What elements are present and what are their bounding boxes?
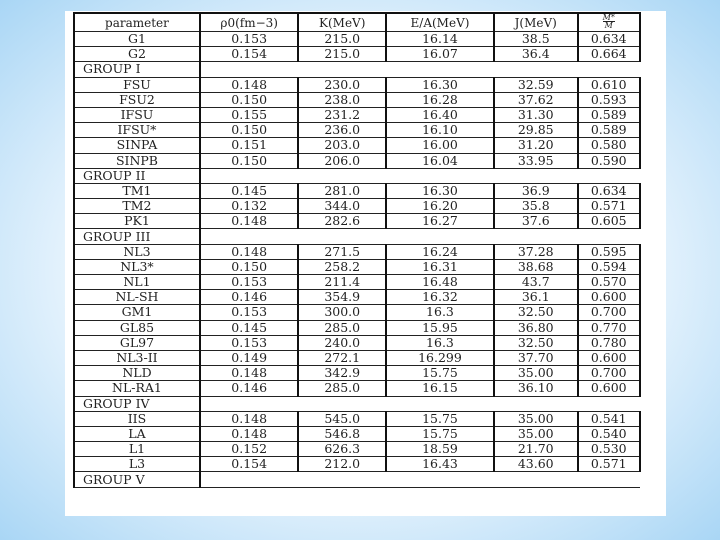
parameter-table bbox=[73, 12, 641, 488]
group-row bbox=[74, 62, 640, 77]
cell-parameter: GL97 bbox=[74, 335, 200, 350]
cell-parameter: LA bbox=[74, 426, 200, 441]
table-row bbox=[74, 335, 640, 350]
cell-mass-ratio: 0.610 bbox=[578, 77, 641, 92]
cell-mass-ratio: 0.540 bbox=[578, 426, 641, 441]
cell-j: 35.00 bbox=[494, 411, 578, 426]
cell-density: 0.154 bbox=[200, 47, 299, 62]
cell-mass-ratio: 0.589 bbox=[578, 107, 641, 122]
cell-ea: 16.00 bbox=[386, 138, 494, 153]
cell-parameter: FSU bbox=[74, 77, 200, 92]
cell-ea: 15.75 bbox=[386, 411, 494, 426]
cell-j: 36.80 bbox=[494, 320, 578, 335]
cell-parameter: TM1 bbox=[74, 183, 200, 198]
cell-density: 0.148 bbox=[200, 214, 299, 229]
cell-ea: 16.3 bbox=[386, 335, 494, 350]
table-row bbox=[74, 411, 640, 426]
cell-density: 0.151 bbox=[200, 138, 299, 153]
cell-k: 342.9 bbox=[298, 366, 386, 381]
cell-ea: 16.15 bbox=[386, 381, 494, 396]
table-row bbox=[74, 350, 640, 365]
cell-k: 300.0 bbox=[298, 305, 386, 320]
cell-mass-ratio: 0.600 bbox=[578, 290, 641, 305]
table-row bbox=[74, 244, 640, 259]
cell-k: 285.0 bbox=[298, 320, 386, 335]
cell-j: 35.8 bbox=[494, 199, 578, 214]
table-row bbox=[74, 199, 640, 214]
cell-parameter: TM2 bbox=[74, 199, 200, 214]
cell-k: 271.5 bbox=[298, 244, 386, 259]
cell-density: 0.148 bbox=[200, 426, 299, 441]
cell-density: 0.145 bbox=[200, 320, 299, 335]
cell-j: 32.50 bbox=[494, 335, 578, 350]
cell-ea: 16.04 bbox=[386, 153, 494, 168]
cell-ea: 16.43 bbox=[386, 457, 494, 472]
cell-j: 36.9 bbox=[494, 183, 578, 198]
table-image bbox=[65, 11, 666, 516]
mass-ratio-numerator: M* bbox=[602, 13, 615, 22]
cell-k: 272.1 bbox=[298, 350, 386, 365]
cell-ea: 16.20 bbox=[386, 199, 494, 214]
cell-j: 38.68 bbox=[494, 259, 578, 274]
cell-ea: 16.31 bbox=[386, 259, 494, 274]
cell-k: 546.8 bbox=[298, 426, 386, 441]
group-row bbox=[74, 472, 640, 487]
cell-density: 0.146 bbox=[200, 381, 299, 396]
cell-j: 36.4 bbox=[494, 47, 578, 62]
cell-density: 0.152 bbox=[200, 442, 299, 457]
table-header bbox=[74, 13, 640, 32]
cell-mass-ratio: 0.571 bbox=[578, 199, 641, 214]
cell-ea: 16.28 bbox=[386, 92, 494, 107]
cell-parameter: GL85 bbox=[74, 320, 200, 335]
cell-density: 0.153 bbox=[200, 32, 299, 47]
table-row bbox=[74, 381, 640, 396]
cell-k: 230.0 bbox=[298, 77, 386, 92]
cell-ea: 16.30 bbox=[386, 183, 494, 198]
cell-mass-ratio: 0.570 bbox=[578, 275, 641, 290]
cell-ea: 16.32 bbox=[386, 290, 494, 305]
cell-ea: 16.299 bbox=[386, 350, 494, 365]
group-row bbox=[74, 229, 640, 244]
cell-k: 626.3 bbox=[298, 442, 386, 457]
cell-ea: 15.75 bbox=[386, 366, 494, 381]
group-label: GROUP II bbox=[74, 168, 200, 183]
cell-j: 33.95 bbox=[494, 153, 578, 168]
cell-mass-ratio: 0.605 bbox=[578, 214, 641, 229]
cell-k: 231.2 bbox=[298, 107, 386, 122]
cell-density: 0.153 bbox=[200, 275, 299, 290]
cell-density: 0.148 bbox=[200, 244, 299, 259]
cell-mass-ratio: 0.580 bbox=[578, 138, 641, 153]
cell-density: 0.153 bbox=[200, 305, 299, 320]
cell-k: 344.0 bbox=[298, 199, 386, 214]
cell-j: 35.00 bbox=[494, 366, 578, 381]
header-j: J(MeV) bbox=[494, 13, 578, 32]
cell-parameter: NL1 bbox=[74, 275, 200, 290]
cell-ea: 15.75 bbox=[386, 426, 494, 441]
group-blank bbox=[200, 168, 640, 183]
cell-mass-ratio: 0.595 bbox=[578, 244, 641, 259]
cell-mass-ratio: 0.590 bbox=[578, 153, 641, 168]
cell-k: 211.4 bbox=[298, 275, 386, 290]
cell-density: 0.146 bbox=[200, 290, 299, 305]
header-parameter: parameter bbox=[74, 13, 200, 32]
cell-k: 238.0 bbox=[298, 92, 386, 107]
cell-j: 37.28 bbox=[494, 244, 578, 259]
cell-parameter: PK1 bbox=[74, 214, 200, 229]
cell-ea: 16.14 bbox=[386, 32, 494, 47]
cell-parameter: IIS bbox=[74, 411, 200, 426]
cell-mass-ratio: 0.593 bbox=[578, 92, 641, 107]
cell-density: 0.150 bbox=[200, 92, 299, 107]
cell-parameter: NLD bbox=[74, 366, 200, 381]
table-row bbox=[74, 32, 640, 47]
cell-mass-ratio: 0.700 bbox=[578, 305, 641, 320]
cell-parameter: SINPB bbox=[74, 153, 200, 168]
cell-k: 545.0 bbox=[298, 411, 386, 426]
cell-ea: 18.59 bbox=[386, 442, 494, 457]
group-label: GROUP III bbox=[74, 229, 200, 244]
header-mass-ratio bbox=[578, 13, 641, 32]
cell-mass-ratio: 0.600 bbox=[578, 381, 641, 396]
cell-ea: 16.40 bbox=[386, 107, 494, 122]
group-label: GROUP V bbox=[74, 472, 200, 487]
cell-ea: 16.27 bbox=[386, 214, 494, 229]
table-row bbox=[74, 259, 640, 274]
cell-ea: 16.10 bbox=[386, 123, 494, 138]
cell-density: 0.150 bbox=[200, 259, 299, 274]
group-blank bbox=[200, 396, 640, 411]
cell-density: 0.148 bbox=[200, 411, 299, 426]
group-blank bbox=[200, 229, 640, 244]
mass-ratio-denominator: M bbox=[604, 21, 613, 30]
cell-parameter: NL3-II bbox=[74, 350, 200, 365]
table-row bbox=[74, 457, 640, 472]
cell-k: 281.0 bbox=[298, 183, 386, 198]
table-row bbox=[74, 320, 640, 335]
cell-density: 0.155 bbox=[200, 107, 299, 122]
group-label: GROUP I bbox=[74, 62, 200, 77]
table-row bbox=[74, 290, 640, 305]
cell-density: 0.153 bbox=[200, 335, 299, 350]
table-row bbox=[74, 47, 640, 62]
cell-parameter: SINPA bbox=[74, 138, 200, 153]
cell-j: 32.50 bbox=[494, 305, 578, 320]
cell-mass-ratio: 0.541 bbox=[578, 411, 641, 426]
cell-mass-ratio: 0.634 bbox=[578, 183, 641, 198]
group-row bbox=[74, 396, 640, 411]
cell-j: 36.1 bbox=[494, 290, 578, 305]
cell-density: 0.132 bbox=[200, 199, 299, 214]
cell-density: 0.148 bbox=[200, 77, 299, 92]
cell-ea: 16.07 bbox=[386, 47, 494, 62]
table-row bbox=[74, 153, 640, 168]
group-blank bbox=[200, 62, 640, 77]
cell-k: 258.2 bbox=[298, 259, 386, 274]
table-row bbox=[74, 183, 640, 198]
cell-j: 37.6 bbox=[494, 214, 578, 229]
cell-ea: 16.48 bbox=[386, 275, 494, 290]
cell-j: 36.10 bbox=[494, 381, 578, 396]
group-blank bbox=[200, 472, 640, 487]
table-row bbox=[74, 138, 640, 153]
cell-mass-ratio: 0.594 bbox=[578, 259, 641, 274]
cell-ea: 16.24 bbox=[386, 244, 494, 259]
cell-density: 0.145 bbox=[200, 183, 299, 198]
cell-parameter: IFSU* bbox=[74, 123, 200, 138]
group-label: GROUP IV bbox=[74, 396, 200, 411]
cell-j: 38.5 bbox=[494, 32, 578, 47]
cell-parameter: G1 bbox=[74, 32, 200, 47]
cell-mass-ratio: 0.589 bbox=[578, 123, 641, 138]
cell-j: 31.30 bbox=[494, 107, 578, 122]
cell-k: 282.6 bbox=[298, 214, 386, 229]
group-row bbox=[74, 168, 640, 183]
cell-j: 32.59 bbox=[494, 77, 578, 92]
cell-j: 43.60 bbox=[494, 457, 578, 472]
cell-mass-ratio: 0.571 bbox=[578, 457, 641, 472]
cell-k: 240.0 bbox=[298, 335, 386, 350]
cell-parameter: GM1 bbox=[74, 305, 200, 320]
header-density: ρ0(fm−3) bbox=[200, 13, 299, 32]
table-row bbox=[74, 305, 640, 320]
table-row bbox=[74, 107, 640, 122]
cell-density: 0.154 bbox=[200, 457, 299, 472]
cell-parameter: L1 bbox=[74, 442, 200, 457]
cell-density: 0.148 bbox=[200, 366, 299, 381]
cell-k: 203.0 bbox=[298, 138, 386, 153]
cell-mass-ratio: 0.634 bbox=[578, 32, 641, 47]
cell-j: 35.00 bbox=[494, 426, 578, 441]
cell-k: 215.0 bbox=[298, 32, 386, 47]
cell-j: 29.85 bbox=[494, 123, 578, 138]
cell-j: 37.70 bbox=[494, 350, 578, 365]
table-row bbox=[74, 123, 640, 138]
cell-parameter: NL-SH bbox=[74, 290, 200, 305]
cell-parameter: FSU2 bbox=[74, 92, 200, 107]
table-row bbox=[74, 442, 640, 457]
cell-parameter: NL3* bbox=[74, 259, 200, 274]
cell-j: 43.7 bbox=[494, 275, 578, 290]
cell-k: 354.9 bbox=[298, 290, 386, 305]
cell-parameter: IFSU bbox=[74, 107, 200, 122]
cell-parameter: NL-RA1 bbox=[74, 381, 200, 396]
cell-k: 285.0 bbox=[298, 381, 386, 396]
table-row bbox=[74, 214, 640, 229]
cell-k: 212.0 bbox=[298, 457, 386, 472]
cell-parameter: L3 bbox=[74, 457, 200, 472]
cell-k: 215.0 bbox=[298, 47, 386, 62]
cell-density: 0.150 bbox=[200, 153, 299, 168]
table-row bbox=[74, 77, 640, 92]
cell-ea: 16.30 bbox=[386, 77, 494, 92]
cell-mass-ratio: 0.780 bbox=[578, 335, 641, 350]
cell-j: 37.62 bbox=[494, 92, 578, 107]
header-k: K(MeV) bbox=[298, 13, 386, 32]
cell-density: 0.149 bbox=[200, 350, 299, 365]
cell-parameter: G2 bbox=[74, 47, 200, 62]
cell-ea: 16.3 bbox=[386, 305, 494, 320]
cell-k: 236.0 bbox=[298, 123, 386, 138]
cell-mass-ratio: 0.600 bbox=[578, 350, 641, 365]
cell-mass-ratio: 0.530 bbox=[578, 442, 641, 457]
table-row bbox=[74, 366, 640, 381]
cell-ea: 15.95 bbox=[386, 320, 494, 335]
cell-j: 21.70 bbox=[494, 442, 578, 457]
cell-mass-ratio: 0.700 bbox=[578, 366, 641, 381]
cell-j: 31.20 bbox=[494, 138, 578, 153]
table-row bbox=[74, 275, 640, 290]
cell-mass-ratio: 0.770 bbox=[578, 320, 641, 335]
cell-k: 206.0 bbox=[298, 153, 386, 168]
header-ea: E/A(MeV) bbox=[386, 13, 494, 32]
table-row bbox=[74, 426, 640, 441]
cell-parameter: NL3 bbox=[74, 244, 200, 259]
table-row bbox=[74, 92, 640, 107]
cell-mass-ratio: 0.664 bbox=[578, 47, 641, 62]
cell-density: 0.150 bbox=[200, 123, 299, 138]
